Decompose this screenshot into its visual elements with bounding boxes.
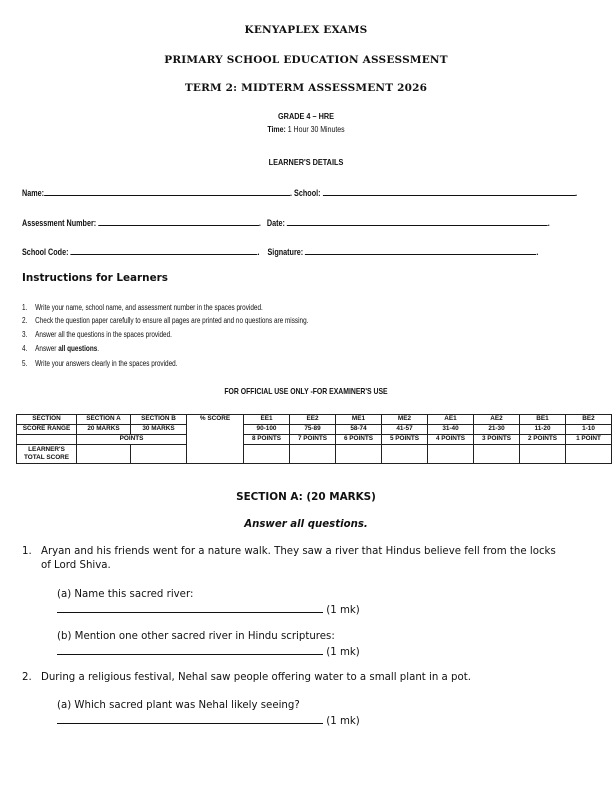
table-row (17, 435, 612, 445)
instruction-item (22, 316, 308, 325)
section-a-title: SECTION A: (20 MARKS) (236, 491, 376, 503)
question-text: During a religious festival, Nehal saw people offering water to a small plant in a pot. (41, 672, 471, 683)
instruction-text-pre: Answer (35, 344, 59, 353)
table-cell: EE1 (244, 415, 290, 425)
section-a-subtitle: Answer all questions. (244, 519, 368, 530)
instruction-num: 4. (22, 344, 28, 353)
code-signature-row: School Code: . Signature: . (22, 247, 539, 257)
instruction-text: Answer all the questions in the spaces provided. (35, 330, 172, 339)
answer-row (57, 602, 360, 616)
table-cell: SCORE RANGE (17, 425, 77, 435)
table-cell: 1-10 (566, 425, 612, 435)
learner-total-line2: TOTAL SCORE (23, 454, 70, 461)
instruction-item (22, 359, 178, 368)
instruction-text-bold: all questions (58, 344, 98, 353)
table-cell: SECTION A (77, 415, 131, 425)
instruction-text: Check the question paper carefully to ensure all pages are printed and no questions are missing. (35, 316, 309, 325)
table-cell: 7 POINTS (290, 435, 336, 445)
marks-label: (1 mk) (326, 716, 360, 727)
answer-line[interactable] (57, 602, 323, 613)
name-label: Name: (22, 188, 45, 198)
time-value: 1 Hour 30 Minutes (285, 125, 345, 134)
school-code-input-line[interactable] (71, 245, 258, 255)
time-label: Time: (267, 125, 286, 134)
table-cell: 90-100 (244, 425, 290, 435)
question-text: of Lord Shiva. (41, 560, 111, 571)
answer-row (57, 713, 360, 727)
table-cell: 6 POINTS (336, 435, 382, 445)
name-school-row: Name: . School: . (22, 188, 578, 198)
learner-details-title: LEARNER'S DETAILS (268, 157, 344, 167)
points-label-cell: POINTS (77, 435, 187, 445)
learner-total-label (17, 445, 77, 464)
grade-subject: GRADE 4 – HRE (277, 111, 335, 121)
percent-score-cell[interactable] (187, 415, 244, 464)
table-cell: 30 MARKS (131, 425, 187, 435)
assessment-date-row: Assessment Number: . Date: . (22, 218, 550, 228)
term-title: TERM 2: MIDTERM ASSESSMENT 2026 (184, 82, 428, 94)
table-row (17, 415, 612, 425)
date-input-line[interactable] (287, 216, 548, 226)
table-cell: 5 POINTS (382, 435, 428, 445)
instruction-item (22, 330, 172, 339)
assessment-title: PRIMARY SCHOOL EDUCATION ASSESSMENT (164, 54, 448, 66)
table-cell: EE2 (290, 415, 336, 425)
table-cell: 20 MARKS (77, 425, 131, 435)
instructions-title: Instructions for Learners (22, 272, 168, 284)
question-text: Aryan and his friends went for a nature walk. They saw a river that Hindus believe fell from the locks (41, 546, 556, 557)
table-cell-text: % SCORE (199, 415, 231, 422)
answer-line[interactable] (57, 644, 323, 655)
assessment-number-input-line[interactable] (98, 216, 259, 226)
answer-line[interactable] (57, 713, 323, 724)
table-cell (17, 435, 77, 445)
instruction-item (22, 344, 99, 353)
table-cell (566, 445, 612, 464)
time-allowed (46, 125, 566, 134)
name-input-line[interactable] (44, 186, 290, 196)
question-part-label: (b) Mention one other sacred river in Hindu scriptures: (57, 631, 335, 642)
marks-label: (1 mk) (326, 605, 360, 616)
assessment-number-label: Assessment Number: (22, 218, 97, 228)
table-cell (336, 445, 382, 464)
table-cell: 75-89 (290, 425, 336, 435)
table-cell: BE1 (520, 415, 566, 425)
school-input-line[interactable] (323, 186, 576, 196)
table-cell (520, 445, 566, 464)
signature-input-line[interactable] (305, 245, 536, 255)
table-cell: 8 POINTS (244, 435, 290, 445)
question-part-label: (a) Name this sacred river: (57, 589, 194, 600)
learner-total-line1: LEARNER'S (28, 446, 65, 453)
marks-label: (1 mk) (326, 647, 360, 658)
school-code-label: School Code: (22, 247, 69, 257)
instruction-item (22, 303, 263, 312)
exam-org-title: KENYAPLEX EXAMS (244, 24, 368, 36)
table-cell: SECTION (17, 415, 77, 425)
official-use-heading: FOR OFFICIAL USE ONLY -FOR EXAMINER'S USE (224, 386, 388, 396)
instruction-num: 2. (22, 316, 28, 325)
table-cell (474, 445, 520, 464)
section-b-score-cell[interactable] (131, 445, 187, 464)
table-cell (428, 445, 474, 464)
table-cell (290, 445, 336, 464)
school-label: School: (294, 188, 321, 198)
table-cell: 11-20 (520, 425, 566, 435)
question-number: 1. (22, 546, 32, 557)
table-cell: 41-57 (382, 425, 428, 435)
table-cell: SECTION B (131, 415, 187, 425)
table-cell: ME1 (336, 415, 382, 425)
section-a-score-cell[interactable] (77, 445, 131, 464)
instruction-num: 5. (22, 359, 28, 368)
answer-row (57, 644, 360, 658)
table-cell: 2 POINTS (520, 435, 566, 445)
table-cell: 1 POINT (566, 435, 612, 445)
instruction-text: Write your answers clearly in the spaces provided. (35, 359, 178, 368)
signature-label: Signature: (267, 247, 304, 257)
table-cell: 58-74 (336, 425, 382, 435)
table-cell: AE1 (428, 415, 474, 425)
table-cell: ME2 (382, 415, 428, 425)
table-cell: AE2 (474, 415, 520, 425)
table-row (17, 445, 612, 464)
question-number: 2. (22, 672, 32, 683)
table-cell: BE2 (566, 415, 612, 425)
instruction-text-post: . (97, 344, 100, 353)
table-cell (244, 445, 290, 464)
table-cell (382, 445, 428, 464)
question-part-label: (a) Which sacred plant was Nehal likely seeing? (57, 700, 300, 711)
table-cell: 31-40 (428, 425, 474, 435)
table-row (17, 425, 612, 435)
instruction-text: Write your name, school name, and assessment number in the spaces provided. (35, 303, 263, 312)
instruction-num: 1. (22, 303, 28, 312)
table-cell: 21-30 (474, 425, 520, 435)
score-table (16, 414, 612, 464)
instruction-num: 3. (22, 330, 28, 339)
table-cell: 3 POINTS (474, 435, 520, 445)
date-label: Date: (266, 218, 285, 228)
table-cell: 4 POINTS (428, 435, 474, 445)
